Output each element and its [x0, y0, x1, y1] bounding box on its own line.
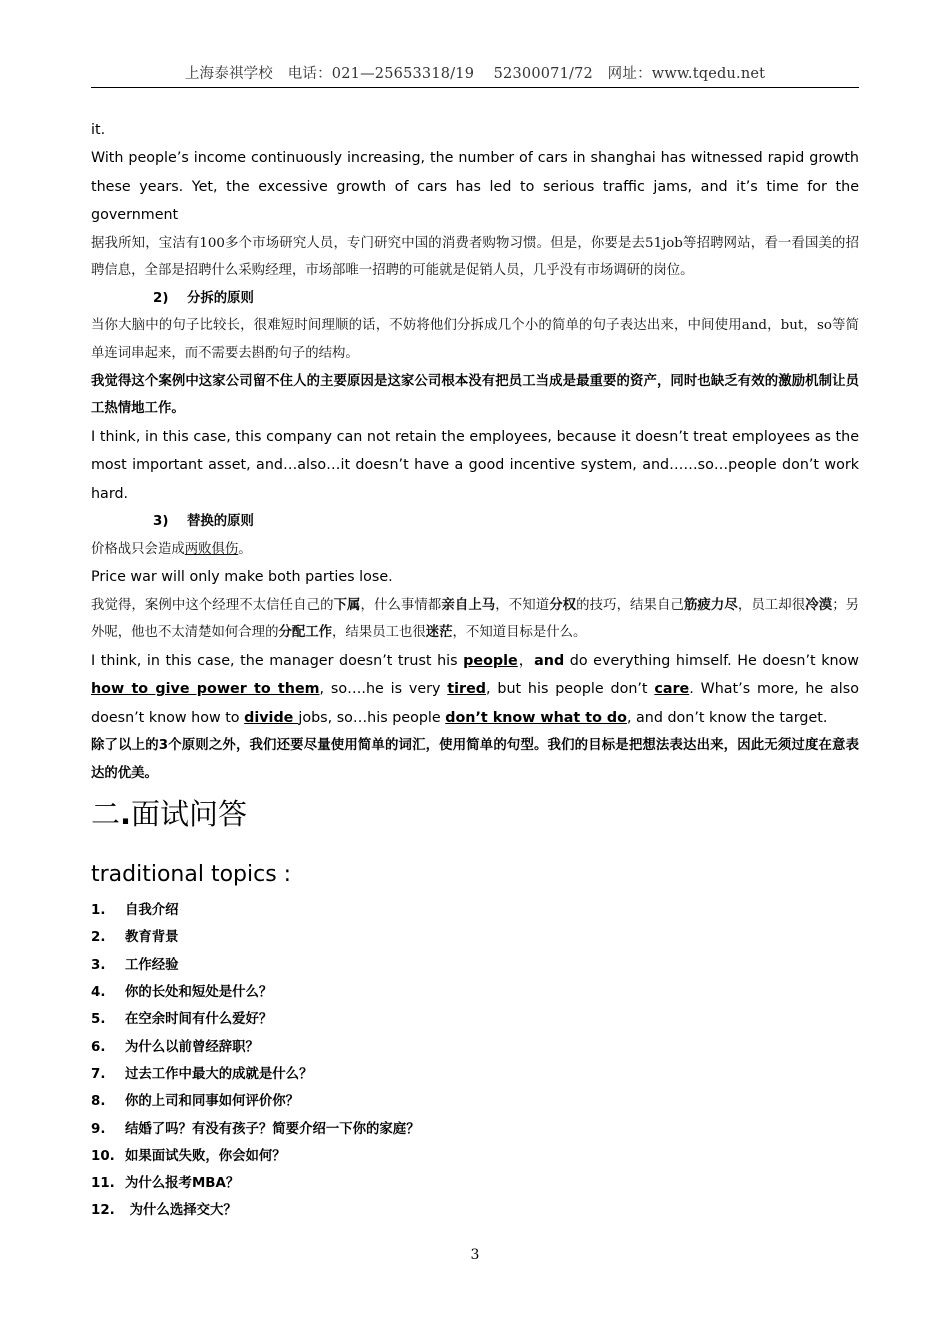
text-run: 的技巧，结果自己	[576, 597, 684, 613]
list-item	[91, 1006, 859, 1033]
bold-underlined-text: how to give power to them	[91, 681, 320, 698]
paragraph: it.	[91, 122, 106, 138]
section-title: 替换的原则	[187, 514, 254, 529]
heading-text: 面试问答	[131, 797, 248, 832]
text-run: 我觉得，案例中这个经理不太信任自己的	[91, 597, 334, 613]
text-run: , but his people don’t	[486, 681, 655, 698]
list-item	[91, 1061, 859, 1088]
topic-list	[91, 897, 859, 1225]
list-item-number: 6.	[91, 1039, 106, 1055]
page-header: 上海泰祺学校 电话：021—25653318/19 52300071/72 网址：www.tqedu.net	[91, 64, 859, 88]
text-run: 价格战只会造成	[91, 541, 185, 557]
list-item	[91, 924, 859, 951]
heading-text: .	[120, 797, 132, 832]
list-item-number: 3.	[91, 957, 106, 973]
text-run: do everything himself. He doesn’t know	[564, 652, 859, 669]
list-item-number: 10.	[91, 1148, 115, 1164]
underlined-text: 两败俱伤	[184, 541, 239, 557]
bold-underlined-text: don’t know what to do	[445, 709, 627, 726]
text-run: , and don’t know the target.	[626, 709, 828, 726]
paragraph: 当你大脑中的句子比较长，很难短时间理顺的话，不妨将他们分拆成几个小的简单的句子表达出来，中间使用and，but，so等简单连词串起来，而不需要去斟酌句子的结构。	[91, 318, 859, 361]
list-item-text: 如果面试失败，你会如何？	[125, 1148, 286, 1164]
paragraph	[91, 647, 859, 732]
page-number: 3	[470, 1247, 480, 1263]
list-item-text: 为什么选择交大？	[125, 1203, 237, 1219]
list-item-text: 自我介绍	[125, 903, 179, 919]
list-item-text: 在空余时间有什么爱好？	[125, 1012, 273, 1028]
section-heading	[91, 285, 859, 313]
list-item	[91, 952, 859, 979]
paragraph: Price war will only make both parties lose.	[91, 569, 393, 586]
list-item-number: 1.	[91, 903, 106, 919]
text-run: . What’s more, he also doesn’t know how to	[91, 681, 859, 726]
section-number: 2)	[153, 290, 169, 306]
list-item-text: 工作经验	[125, 957, 179, 973]
bold-underlined-text: tired	[447, 681, 486, 698]
bold-text: and	[534, 652, 565, 669]
bold-text: 亲自上马	[441, 596, 496, 613]
list-item	[91, 1116, 859, 1143]
subheading: traditional topics :	[91, 862, 292, 888]
bold-text: 分配工作	[278, 624, 333, 641]
text-run: I think, in this case, the manager doesn’t trust his	[91, 652, 464, 669]
text-run: ；另外呢，他也不太清楚如何合理的	[91, 597, 860, 641]
text-run: ，	[517, 652, 535, 669]
section-heading	[91, 508, 859, 536]
list-item-text: 为什么报考MBA？	[125, 1176, 240, 1192]
list-item-number: 4.	[91, 985, 106, 1001]
text-run: , so….he is very	[319, 681, 448, 698]
paragraph: 除了以上的3个原则之外，我们还要尽量使用简单的词汇，使用简单的句型。我们的目标是把想法表达出来，因此无须过度在意表达的优美。	[91, 738, 859, 781]
list-item	[91, 1143, 859, 1170]
paragraph: I think, in this case, this company can not retain the employees, because it doesn’t treat employees as the most important asset, and…also…it doesn’t have a good incentive system, and……so…people don’t work hard.	[91, 428, 859, 502]
text-run: jobs, so…his people	[298, 709, 446, 726]
list-item-number: 7.	[91, 1066, 106, 1082]
bold-text: 迷茫	[425, 624, 453, 641]
list-item-number: 8.	[91, 1094, 106, 1110]
list-item-number: 5.	[91, 1012, 106, 1028]
bold-underlined-text: care	[654, 681, 690, 698]
text-run: ，不知道	[495, 597, 550, 613]
list-item	[91, 897, 859, 924]
paragraph: With people’s income continuously increasing, the number of cars in shanghai has witnessed rapid growth these years. Yet, the excessive growth of cars has led to serious traffic jams, and it’s time for the government	[91, 150, 859, 224]
list-item-text: 为什么以前曾经辞职？	[125, 1039, 259, 1055]
text-run: ，什么事情都	[360, 597, 442, 613]
bold-text: 冷漠	[805, 596, 833, 613]
list-item-text: 结婚了吗？有没有孩子？简要介绍一下你的家庭？	[125, 1121, 420, 1137]
text-run: ，结果员工也很	[332, 625, 426, 641]
list-item-text: 教育背景	[125, 930, 179, 946]
text-run: ，员工却很	[737, 597, 806, 613]
bold-text: 分权	[549, 596, 577, 613]
page-content	[91, 116, 859, 1225]
bold-underlined-text: people	[463, 652, 518, 669]
list-item	[91, 979, 859, 1006]
list-item	[91, 1088, 859, 1115]
text-run: 。	[238, 541, 252, 557]
list-item-text: 过去工作中最大的成就是什么？	[125, 1066, 313, 1082]
section-number: 3)	[153, 514, 169, 529]
list-item-number: 12.	[91, 1203, 115, 1219]
list-item-text: 你的上司和同事如何评价你？	[125, 1094, 300, 1110]
bold-text: 筋疲力尽	[683, 596, 738, 613]
list-item-number: 9.	[91, 1121, 106, 1137]
list-item	[91, 1197, 859, 1224]
text-run: ，不知道目标是什么。	[452, 625, 587, 641]
heading-text: 二	[91, 797, 121, 832]
chapter-heading	[91, 789, 859, 839]
paragraph: 据我所知，宝洁有100多个市场研究人员，专门研究中国的消费者购物习惯。但是，你要是去51job等招聘网站，看一看国美的招聘信息，全部是招聘什么采购经理，市场部唯一招聘的可能就是促销人员，几乎没有市场调研的岗位。	[91, 235, 859, 279]
list-item-number: 11.	[91, 1176, 115, 1192]
list-item-text: 你的长处和短处是什么？	[125, 985, 273, 1001]
section-title: 分拆的原则	[187, 290, 254, 306]
list-item	[91, 1170, 859, 1197]
list-item	[91, 1034, 859, 1061]
bold-text: 下属	[333, 596, 361, 613]
list-item-number: 2.	[91, 930, 106, 946]
bold-underlined-text: divide	[244, 709, 299, 726]
paragraph	[91, 536, 859, 564]
paragraph	[91, 592, 859, 647]
paragraph: 我觉得这个案例中这家公司留不住人的主要原因是这家公司根本没有把员工当成是最重要的资产，同时也缺乏有效的激励机制让员工热情地工作。	[91, 373, 859, 417]
